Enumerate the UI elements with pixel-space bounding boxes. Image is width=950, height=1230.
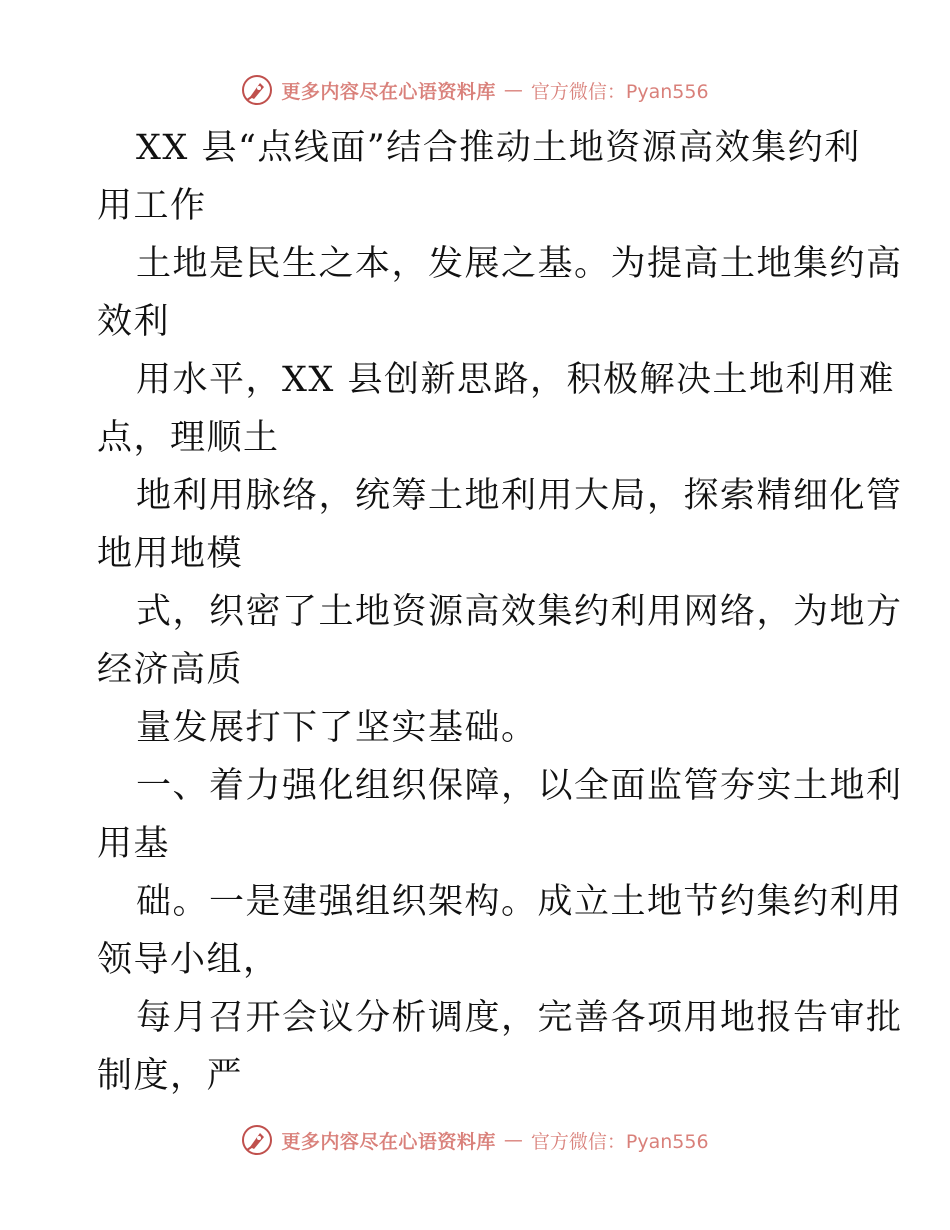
doc-line: 效利: [97, 302, 171, 342]
doc-line: 每月召开会议分析调度，完善各项用地报告审批: [136, 998, 903, 1038]
footer-banner: [0, 1120, 950, 1160]
doc-line: 领导小组，: [97, 940, 280, 980]
header-banner: [0, 70, 950, 110]
doc-line: 地用地模: [97, 534, 244, 574]
header-wechat-text: 官方微信：Pyan556: [530, 80, 709, 103]
doc-line: 经济高质: [97, 650, 244, 690]
doc-line: 一、着力强化组织保障，以全面监管夯实土地利: [136, 766, 903, 806]
doc-line: 量发展打下了坚实基础。: [136, 708, 538, 748]
header-separator: —: [503, 79, 523, 101]
doc-line: 用基: [97, 824, 171, 864]
doc-line: 用工作: [97, 186, 207, 226]
doc-line: 地利用脉络，统筹土地利用大局，探索精细化管: [136, 476, 903, 516]
pen-nib-logo-icon: [241, 1124, 273, 1156]
footer-wechat-text: 官方微信：Pyan556: [530, 1130, 709, 1153]
doc-line: 式，织密了土地资源高效集约利用网络，为地方: [136, 592, 903, 632]
doc-line: 土地是民生之本，发展之基。为提高土地集约高: [136, 244, 903, 284]
footer-separator: —: [503, 1129, 523, 1151]
doc-line: 用水平，XX 县创新思路，积极解决土地利用难: [136, 360, 895, 400]
doc-line: 制度，严: [97, 1056, 244, 1096]
footer-brand-text: 更多内容尽在心语资料库: [281, 1130, 496, 1153]
doc-line: 础。一是建强组织架构。成立土地节约集约利用: [136, 882, 903, 922]
doc-line: XX 县“点线面”结合推动土地资源高效集约利: [136, 128, 861, 168]
header-brand-text: 更多内容尽在心语资料库: [281, 80, 496, 103]
doc-line: 点，理顺土: [97, 418, 280, 458]
pen-nib-logo-icon: [241, 74, 273, 106]
